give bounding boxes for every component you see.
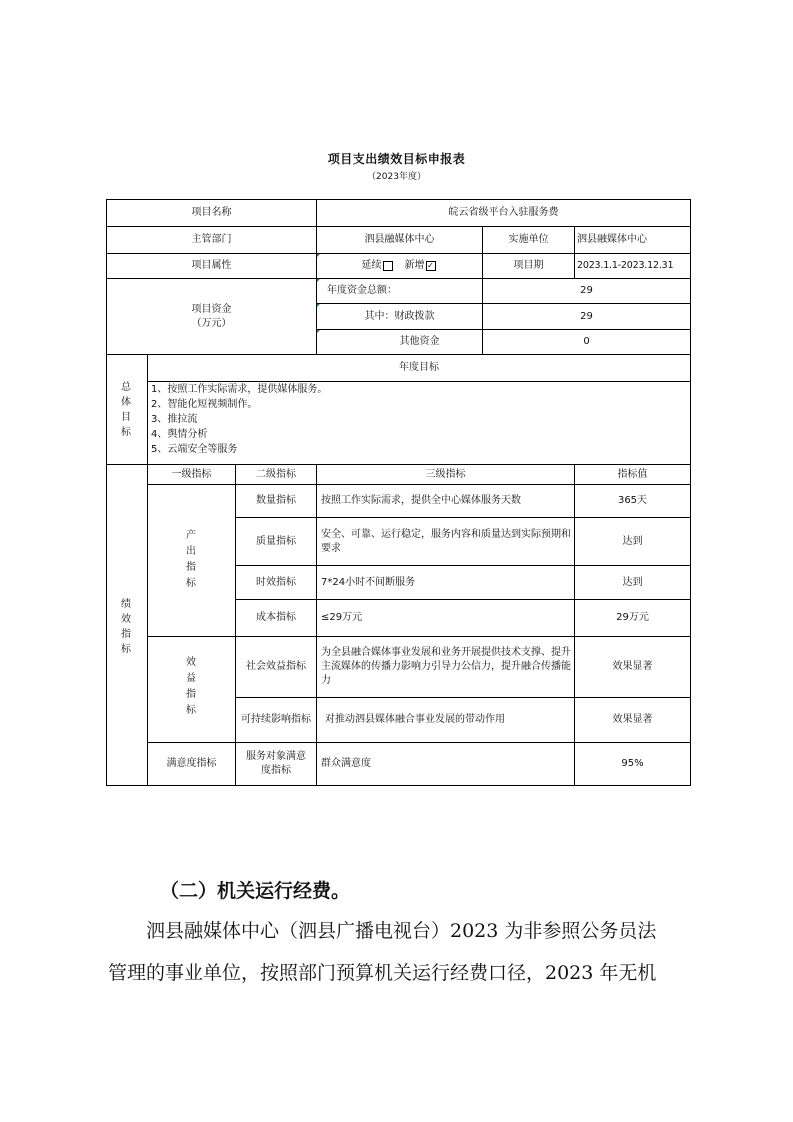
goal-list (151, 382, 327, 457)
fiscal-label: 其中：财政拨款 (364, 310, 435, 322)
table-row-value: 365天 (617, 495, 648, 506)
table-row-l2: 可持续影响指标 (241, 714, 311, 725)
table-row-l3: ≤29万元 (321, 612, 363, 623)
form-year: （2023年度） (367, 172, 426, 182)
col-header-level1: 一级指标 (171, 468, 212, 480)
annual-goal-header: 年度目标 (399, 362, 439, 373)
goal-item: 1、按照工作实际需求，提供媒体服务。 (151, 384, 328, 395)
funds-unit: （万元） (191, 317, 232, 329)
table-row-value: 95% (621, 758, 644, 769)
other-funds-value: 0 (583, 336, 590, 347)
table-row-l2: 质量指标 (256, 535, 296, 547)
funds-label: 项目资金 (191, 303, 232, 315)
table-row-value: 效果显著 (612, 661, 653, 672)
attr-continue-label: 延续 (361, 260, 382, 271)
perf-indicator-label: 绩效指标 (121, 599, 131, 655)
dept-label: 主管部门 (191, 234, 232, 245)
table-row-l2: 数量指标 (256, 495, 296, 506)
period-label: 项目期 (513, 260, 544, 271)
table-row-l3: 按照工作实际需求，提供全中心媒体服务天数 (321, 495, 521, 506)
attr-label: 项目属性 (191, 260, 232, 271)
funds-label-block (107, 279, 316, 354)
goal-item: 5、云端安全等服务 (151, 444, 238, 455)
col-header-value: 指标值 (617, 468, 648, 480)
annual-total-value: 29 (580, 285, 593, 296)
table-row-l3: 安全、可靠、运行稳定，服务内容和质量达到实际预期和要求 (321, 528, 571, 554)
other-funds-label: 其他资金 (399, 336, 440, 347)
continue-checkbox (383, 261, 393, 271)
fiscal-value: 29 (580, 310, 593, 322)
table-row-value: 29万元 (616, 612, 649, 623)
table-row-value: 达到 (622, 576, 643, 588)
goal-item: 3、推拉流 (151, 414, 198, 425)
goal-item: 4、舆情分析 (151, 429, 208, 440)
project-name-label: 项目名称 (191, 207, 232, 218)
table-row-l3: 群众满意度 (321, 758, 371, 769)
impl-value: 泗县融媒体中心 (577, 234, 647, 245)
table-row-l2: 服务对象满意度指标 (246, 751, 306, 776)
table-row-l3: 为全县融合媒体事业发展和业务开展提供技术支撑、提升主流媒体的传播力影响力引导力公信力，提升融合传播能力 (321, 647, 571, 686)
goal-item: 2、智能化短视频制作。 (151, 399, 258, 410)
table-row-l3: 对推动泗县媒体融合事业发展的带动作用 (325, 714, 505, 725)
impl-label: 实施单位 (508, 234, 549, 245)
project-name-value: 皖云省级平台入驻服务费 (448, 207, 559, 218)
annual-total-label: 年度资金总额： (327, 285, 397, 296)
table-row-value: 达到 (622, 535, 643, 547)
attr-options (317, 254, 482, 278)
period-value: 2023.1.1-2023.12.31 (577, 260, 674, 271)
attr-new-label: 新增 (404, 260, 425, 271)
overall-goal-label: 总体目标 (121, 382, 131, 438)
dept-value: 泗县融媒体中心 (364, 234, 435, 245)
body-paragraph-line: 泗县融媒体中心（泗县广播电视台）2023 为非参照公务员法 (146, 920, 657, 942)
form-title: 项目支出绩效目标申报表 (327, 152, 466, 166)
col-header-level2: 二级指标 (256, 468, 296, 480)
benefit-indicator-label: 效益指标 (186, 657, 196, 716)
section-heading: （二）机关运行经费。 (160, 880, 351, 902)
body-paragraph-line: 管理的事业单位，按照部门预算机关运行经费口径，2023 年无机 (108, 962, 657, 984)
table-row-l2: 社会效益指标 (246, 661, 306, 672)
table-row-l3: 7*24小时不间断服务 (321, 576, 416, 588)
table-row-value: 效果显著 (612, 714, 653, 725)
col-header-level3: 三级指标 (425, 468, 466, 480)
table-row-l2: 时效指标 (256, 576, 296, 588)
satisfaction-level1: 满意度指标 (166, 758, 217, 769)
new-checkbox-checked: ✓ (427, 261, 434, 270)
output-indicator-label: 产出指标 (186, 530, 196, 589)
table-row-l2: 成本指标 (256, 612, 296, 623)
